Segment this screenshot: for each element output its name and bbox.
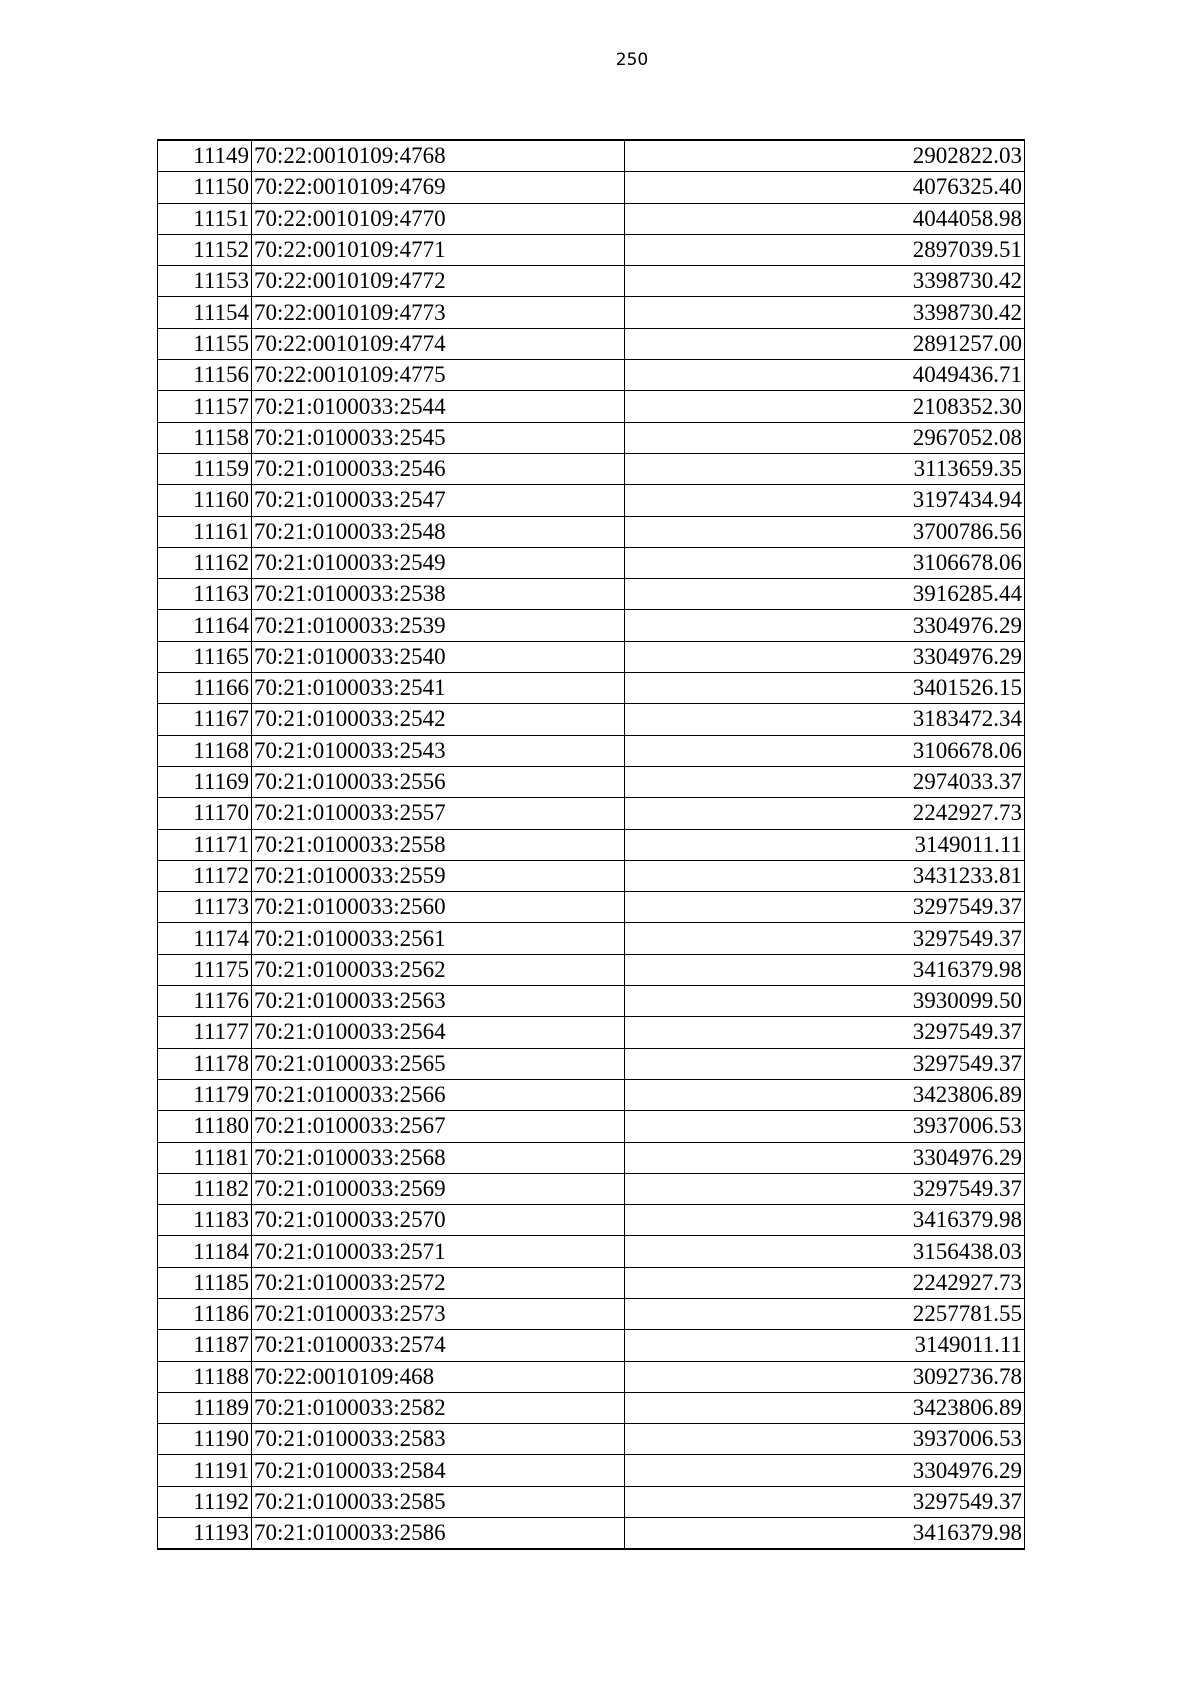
cadastral-value-cell: 2974033.37 [625,766,1025,797]
row-number-cell: 11158 [158,422,252,453]
cadastral-value-cell: 3431233.81 [625,860,1025,891]
cadastral-value-cell: 3937006.53 [625,1424,1025,1455]
cadastral-number-cell: 70:21:0100033:2545 [252,422,625,453]
row-number-cell: 11175 [158,954,252,985]
cadastral-value-cell: 3916285.44 [625,579,1025,610]
cadastral-number-cell: 70:22:0010109:4770 [252,203,625,234]
row-number-cell: 11179 [158,1079,252,1110]
cadastral-number-cell: 70:21:0100033:2539 [252,610,625,641]
cadastral-number-cell: 70:21:0100033:2559 [252,860,625,891]
row-number-cell: 11159 [158,453,252,484]
row-number-cell: 11182 [158,1173,252,1204]
row-number-cell: 11170 [158,798,252,829]
row-number-cell: 11171 [158,829,252,860]
cadastral-value-cell: 3297549.37 [625,1486,1025,1517]
row-number-cell: 11178 [158,1048,252,1079]
table-row [158,860,1025,891]
cadastral-value-cell: 3937006.53 [625,1111,1025,1142]
table-row [158,1455,1025,1486]
row-number-cell: 11190 [158,1424,252,1455]
row-number-cell: 11161 [158,516,252,547]
row-number-cell: 11157 [158,391,252,422]
table-row [158,266,1025,297]
cadastral-number-cell: 70:21:0100033:2549 [252,547,625,578]
table-row [158,453,1025,484]
cadastral-number-cell: 70:21:0100033:2566 [252,1079,625,1110]
row-number-cell: 11156 [158,360,252,391]
cadastral-number-cell: 70:21:0100033:2561 [252,923,625,954]
cadastral-number-cell: 70:21:0100033:2571 [252,1236,625,1267]
table-row [158,579,1025,610]
table-row [158,516,1025,547]
cadastral-value-cell: 3197434.94 [625,485,1025,516]
cadastral-value-cell: 3304976.29 [625,1455,1025,1486]
row-number-cell: 11186 [158,1298,252,1329]
cadastral-number-cell: 70:22:0010109:4771 [252,234,625,265]
row-number-cell: 11153 [158,266,252,297]
cadastral-number-cell: 70:21:0100033:2582 [252,1392,625,1423]
cadastral-value-cell: 2108352.30 [625,391,1025,422]
table-row [158,1361,1025,1392]
cadastral-value-table [157,139,1025,1550]
table-row [158,1079,1025,1110]
cadastral-value-cell: 3304976.29 [625,641,1025,672]
cadastral-number-cell: 70:21:0100033:2570 [252,1205,625,1236]
cadastral-value-cell: 3416379.98 [625,1518,1025,1550]
cadastral-number-cell: 70:21:0100033:2562 [252,954,625,985]
cadastral-value-cell: 2967052.08 [625,422,1025,453]
row-number-cell: 11177 [158,1017,252,1048]
table-row [158,297,1025,328]
table-row [158,1048,1025,1079]
cadastral-number-cell: 70:21:0100033:2563 [252,986,625,1017]
table-row [158,360,1025,391]
table-row [158,1111,1025,1142]
table-row [158,829,1025,860]
table-row [158,234,1025,265]
cadastral-number-cell: 70:21:0100033:2542 [252,704,625,735]
table-row [158,766,1025,797]
cadastral-value-cell: 3106678.06 [625,735,1025,766]
cadastral-number-cell: 70:21:0100033:2541 [252,673,625,704]
cadastral-value-cell: 2257781.55 [625,1298,1025,1329]
cadastral-number-cell: 70:21:0100033:2544 [252,391,625,422]
cadastral-number-cell: 70:21:0100033:2567 [252,1111,625,1142]
row-number-cell: 11183 [158,1205,252,1236]
table-row [158,1486,1025,1517]
row-number-cell: 11173 [158,892,252,923]
table-row [158,1392,1025,1423]
table-row [158,391,1025,422]
cadastral-value-cell: 3398730.42 [625,266,1025,297]
cadastral-number-cell: 70:21:0100033:2565 [252,1048,625,1079]
table-row [158,986,1025,1017]
cadastral-value-cell: 3297549.37 [625,892,1025,923]
cadastral-number-cell: 70:21:0100033:2560 [252,892,625,923]
cadastral-value-cell: 3149011.11 [625,1330,1025,1361]
cadastral-value-cell: 3149011.11 [625,829,1025,860]
cadastral-value-cell: 2242927.73 [625,798,1025,829]
cadastral-number-cell: 70:21:0100033:2572 [252,1267,625,1298]
cadastral-number-cell: 70:21:0100033:2540 [252,641,625,672]
cadastral-number-cell: 70:22:0010109:4773 [252,297,625,328]
table-row [158,1518,1025,1550]
table-row [158,172,1025,203]
cadastral-number-cell: 70:21:0100033:2557 [252,798,625,829]
row-number-cell: 11167 [158,704,252,735]
row-number-cell: 11155 [158,328,252,359]
cadastral-value-cell: 3398730.42 [625,297,1025,328]
table-row [158,1142,1025,1173]
cadastral-number-cell: 70:22:0010109:4775 [252,360,625,391]
table-row [158,704,1025,735]
cadastral-value-cell: 3156438.03 [625,1236,1025,1267]
row-number-cell: 11176 [158,986,252,1017]
cadastral-value-cell: 3113659.35 [625,453,1025,484]
row-number-cell: 11180 [158,1111,252,1142]
cadastral-value-cell: 3183472.34 [625,704,1025,735]
table-row [158,673,1025,704]
row-number-cell: 11168 [158,735,252,766]
table-row [158,1173,1025,1204]
cadastral-number-cell: 70:21:0100033:2543 [252,735,625,766]
cadastral-value-cell: 3423806.89 [625,1392,1025,1423]
row-number-cell: 11162 [158,547,252,578]
row-number-cell: 11151 [158,203,252,234]
row-number-cell: 11181 [158,1142,252,1173]
cadastral-number-cell: 70:21:0100033:2569 [252,1173,625,1204]
row-number-cell: 11150 [158,172,252,203]
cadastral-value-cell: 4049436.71 [625,360,1025,391]
cadastral-value-cell: 4044058.98 [625,203,1025,234]
cadastral-number-cell: 70:21:0100033:2547 [252,485,625,516]
cadastral-number-cell: 70:22:0010109:4774 [252,328,625,359]
cadastral-value-cell: 3092736.78 [625,1361,1025,1392]
cadastral-value-cell: 3304976.29 [625,1142,1025,1173]
cadastral-number-cell: 70:21:0100033:2546 [252,453,625,484]
table-row [158,1017,1025,1048]
cadastral-number-cell: 70:21:0100033:2574 [252,1330,625,1361]
row-number-cell: 11172 [158,860,252,891]
cadastral-value-cell: 2902822.03 [625,140,1025,172]
row-number-cell: 11189 [158,1392,252,1423]
table-row [158,1330,1025,1361]
table-row [158,892,1025,923]
table-row [158,547,1025,578]
cadastral-number-cell: 70:21:0100033:2584 [252,1455,625,1486]
cadastral-value-cell: 2891257.00 [625,328,1025,359]
cadastral-number-cell: 70:22:0010109:4772 [252,266,625,297]
cadastral-value-cell: 3297549.37 [625,1173,1025,1204]
table-row [158,422,1025,453]
row-number-cell: 11164 [158,610,252,641]
table-row [158,735,1025,766]
cadastral-number-cell: 70:21:0100033:2568 [252,1142,625,1173]
table-body [158,140,1025,1549]
cadastral-value-cell: 3297549.37 [625,1048,1025,1079]
cadastral-value-cell: 3401526.15 [625,673,1025,704]
row-number-cell: 11184 [158,1236,252,1267]
table-row [158,203,1025,234]
table-row [158,641,1025,672]
row-number-cell: 11149 [158,140,252,172]
cadastral-number-cell: 70:21:0100033:2585 [252,1486,625,1517]
cadastral-number-cell: 70:21:0100033:2564 [252,1017,625,1048]
row-number-cell: 11165 [158,641,252,672]
row-number-cell: 11192 [158,1486,252,1517]
cadastral-value-cell: 3297549.37 [625,1017,1025,1048]
table-row [158,1236,1025,1267]
table-row [158,1267,1025,1298]
row-number-cell: 11187 [158,1330,252,1361]
cadastral-value-cell: 3304976.29 [625,610,1025,641]
cadastral-number-cell: 70:22:0010109:4769 [252,172,625,203]
cadastral-value-cell: 3700786.56 [625,516,1025,547]
table-row [158,923,1025,954]
cadastral-value-cell: 3297549.37 [625,923,1025,954]
row-number-cell: 11152 [158,234,252,265]
table-row [158,1298,1025,1329]
table-row [158,798,1025,829]
cadastral-value-cell: 3416379.98 [625,954,1025,985]
cadastral-value-cell: 3423806.89 [625,1079,1025,1110]
cadastral-value-cell: 3416379.98 [625,1205,1025,1236]
cadastral-value-cell: 3930099.50 [625,986,1025,1017]
cadastral-value-cell: 2242927.73 [625,1267,1025,1298]
row-number-cell: 11185 [158,1267,252,1298]
page-number: 250 [615,50,649,70]
table-row [158,328,1025,359]
cadastral-number-cell: 70:21:0100033:2583 [252,1424,625,1455]
row-number-cell: 11166 [158,673,252,704]
row-number-cell: 11191 [158,1455,252,1486]
row-number-cell: 11174 [158,923,252,954]
table-row [158,610,1025,641]
cadastral-number-cell: 70:21:0100033:2556 [252,766,625,797]
cadastral-number-cell: 70:21:0100033:2573 [252,1298,625,1329]
cadastral-number-cell: 70:22:0010109:468 [252,1361,625,1392]
table-row [158,1424,1025,1455]
cadastral-value-cell: 4076325.40 [625,172,1025,203]
cadastral-number-cell: 70:22:0010109:4768 [252,140,625,172]
cadastral-value-cell: 3106678.06 [625,547,1025,578]
cadastral-number-cell: 70:21:0100033:2558 [252,829,625,860]
cadastral-value-cell: 2897039.51 [625,234,1025,265]
table-row [158,140,1025,172]
cadastral-number-cell: 70:21:0100033:2548 [252,516,625,547]
table-row [158,485,1025,516]
cadastral-number-cell: 70:21:0100033:2586 [252,1518,625,1550]
row-number-cell: 11169 [158,766,252,797]
table-row [158,1205,1025,1236]
row-number-cell: 11188 [158,1361,252,1392]
row-number-cell: 11154 [158,297,252,328]
row-number-cell: 11193 [158,1518,252,1550]
cadastral-number-cell: 70:21:0100033:2538 [252,579,625,610]
row-number-cell: 11160 [158,485,252,516]
row-number-cell: 11163 [158,579,252,610]
table-row [158,954,1025,985]
